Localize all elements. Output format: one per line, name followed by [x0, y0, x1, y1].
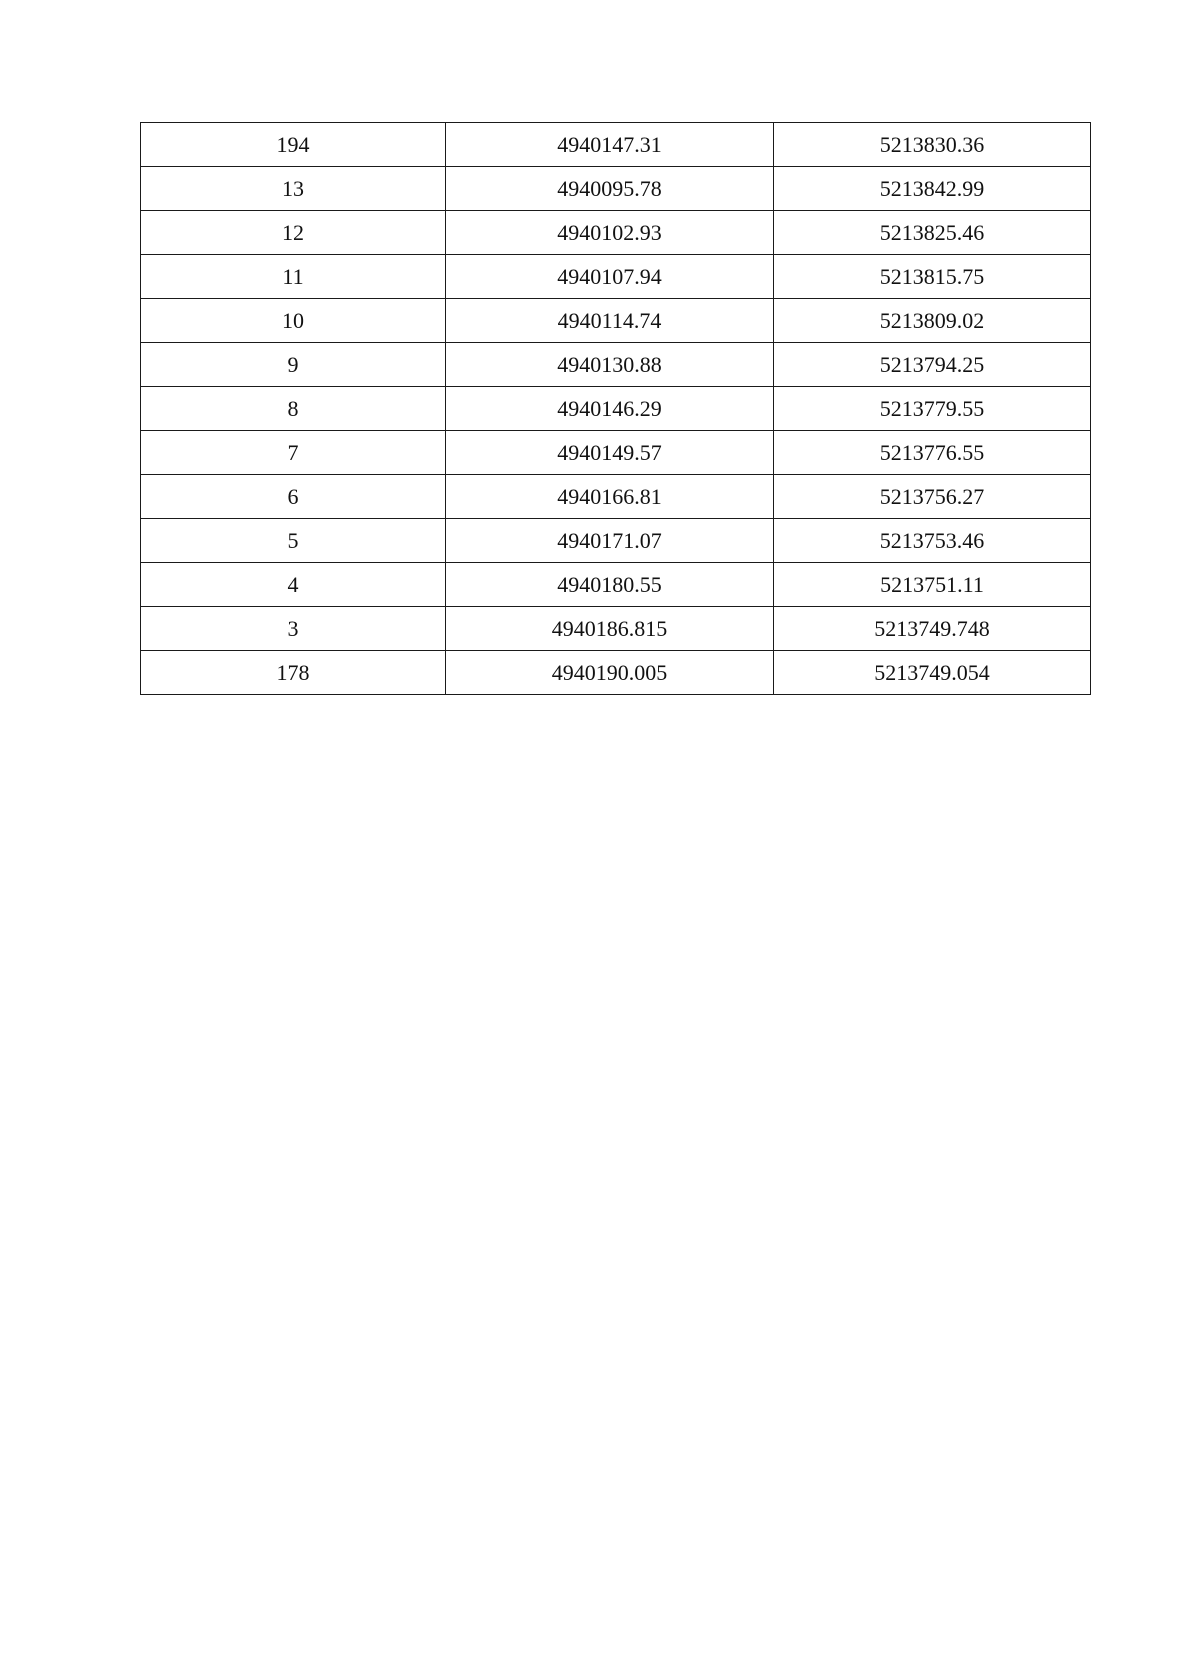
point-number-cell: 8 — [141, 387, 446, 431]
point-number-cell: 4 — [141, 563, 446, 607]
table-row — [141, 519, 1091, 563]
y-coordinate-cell: 5213749.748 — [774, 607, 1091, 651]
y-coordinate-cell: 5213749.054 — [774, 651, 1091, 695]
y-coordinate-cell: 5213794.25 — [774, 343, 1091, 387]
point-number-cell: 13 — [141, 167, 446, 211]
table-row — [141, 651, 1091, 695]
table-row — [141, 387, 1091, 431]
table-row — [141, 607, 1091, 651]
point-number-cell: 11 — [141, 255, 446, 299]
y-coordinate-cell: 5213809.02 — [774, 299, 1091, 343]
x-coordinate-cell: 4940095.78 — [446, 167, 774, 211]
x-coordinate-cell: 4940190.005 — [446, 651, 774, 695]
table-row — [141, 123, 1091, 167]
x-coordinate-cell: 4940166.81 — [446, 475, 774, 519]
table-row — [141, 299, 1091, 343]
y-coordinate-cell: 5213815.75 — [774, 255, 1091, 299]
point-number-cell: 194 — [141, 123, 446, 167]
point-number-cell: 9 — [141, 343, 446, 387]
x-coordinate-cell: 4940130.88 — [446, 343, 774, 387]
y-coordinate-cell: 5213756.27 — [774, 475, 1091, 519]
table-row — [141, 563, 1091, 607]
x-coordinate-cell: 4940186.815 — [446, 607, 774, 651]
y-coordinate-cell: 5213779.55 — [774, 387, 1091, 431]
coordinates-table — [140, 122, 1091, 695]
y-coordinate-cell: 5213776.55 — [774, 431, 1091, 475]
y-coordinate-cell: 5213842.99 — [774, 167, 1091, 211]
table-row — [141, 431, 1091, 475]
x-coordinate-cell: 4940102.93 — [446, 211, 774, 255]
y-coordinate-cell: 5213751.11 — [774, 563, 1091, 607]
y-coordinate-cell: 5213830.36 — [774, 123, 1091, 167]
x-coordinate-cell: 4940107.94 — [446, 255, 774, 299]
point-number-cell: 6 — [141, 475, 446, 519]
x-coordinate-cell: 4940171.07 — [446, 519, 774, 563]
table-row — [141, 475, 1091, 519]
table-row — [141, 343, 1091, 387]
table-row — [141, 255, 1091, 299]
point-number-cell: 12 — [141, 211, 446, 255]
point-number-cell: 10 — [141, 299, 446, 343]
point-number-cell: 7 — [141, 431, 446, 475]
point-number-cell: 3 — [141, 607, 446, 651]
x-coordinate-cell: 4940149.57 — [446, 431, 774, 475]
x-coordinate-cell: 4940146.29 — [446, 387, 774, 431]
table-row — [141, 211, 1091, 255]
x-coordinate-cell: 4940180.55 — [446, 563, 774, 607]
x-coordinate-cell: 4940114.74 — [446, 299, 774, 343]
point-number-cell: 178 — [141, 651, 446, 695]
y-coordinate-cell: 5213825.46 — [774, 211, 1091, 255]
y-coordinate-cell: 5213753.46 — [774, 519, 1091, 563]
x-coordinate-cell: 4940147.31 — [446, 123, 774, 167]
point-number-cell: 5 — [141, 519, 446, 563]
table-row — [141, 167, 1091, 211]
